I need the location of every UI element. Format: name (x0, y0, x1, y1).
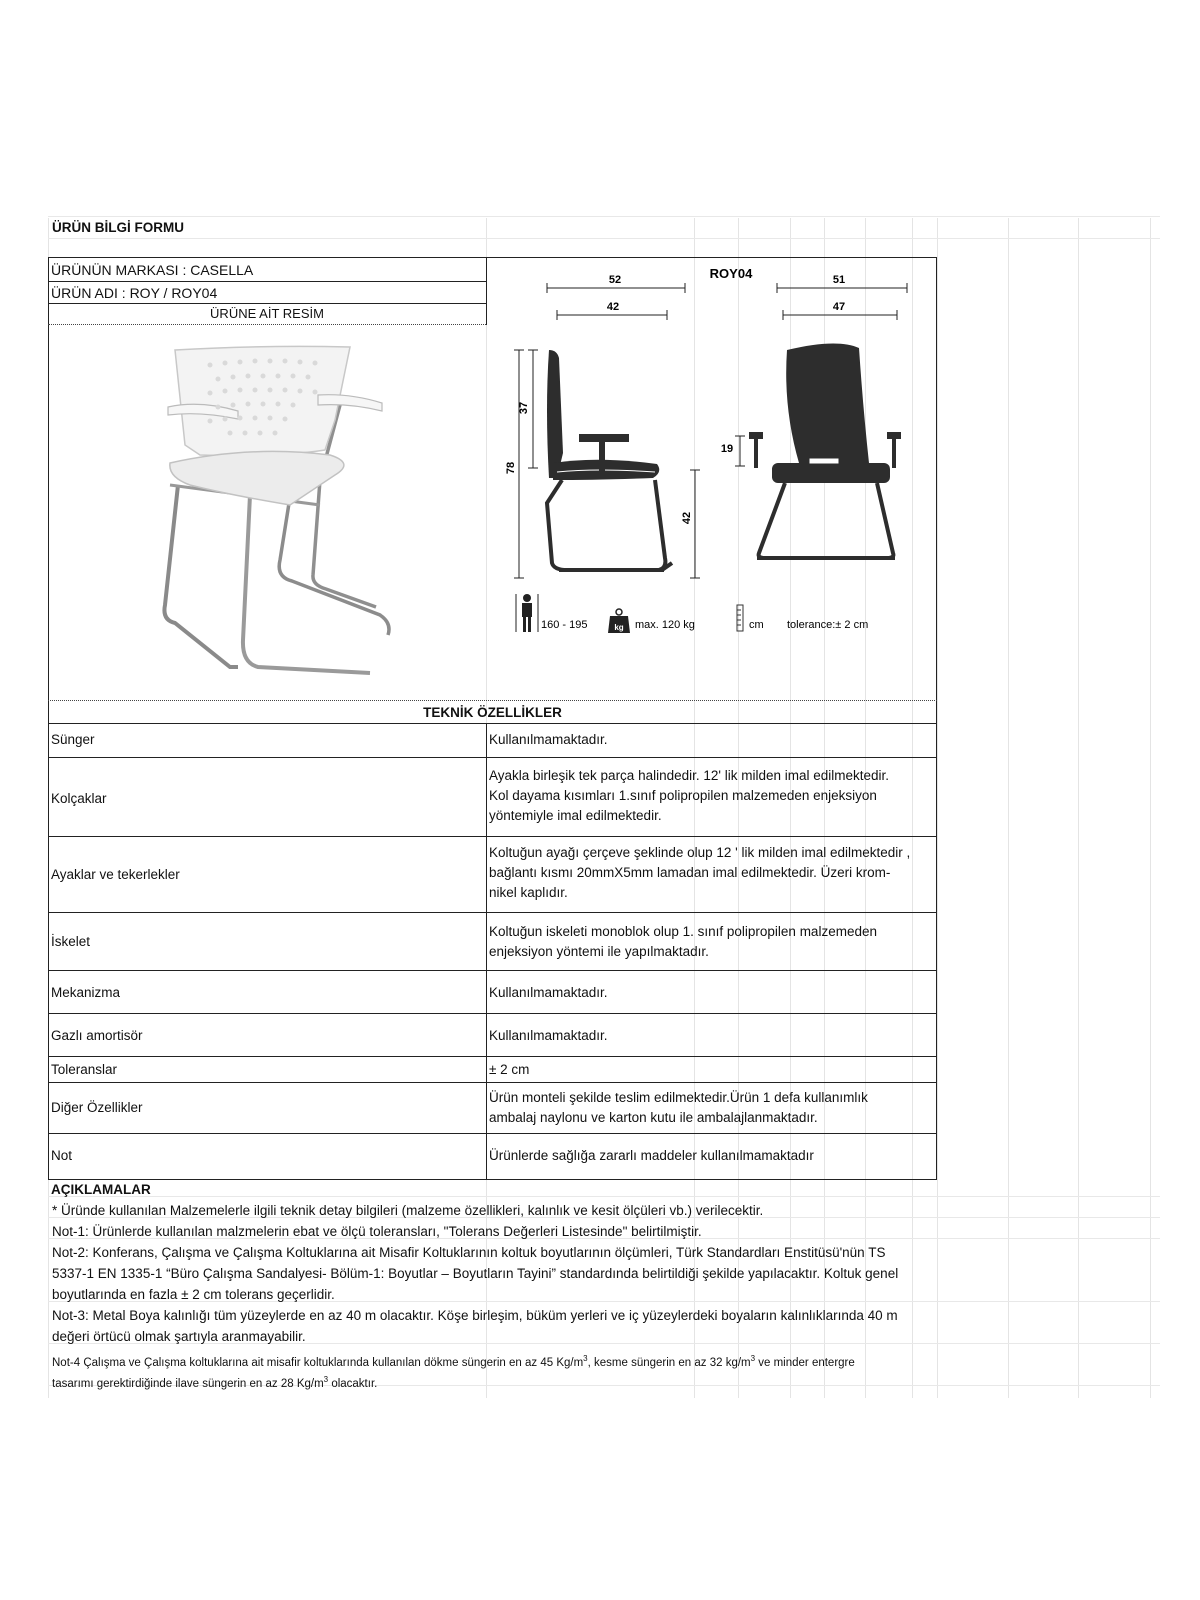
table-border (48, 970, 937, 971)
chair-photo (130, 345, 410, 675)
tolerance-label: tolerance:± 2 cm (787, 619, 869, 631)
dim-side-top: 52 (608, 274, 622, 286)
table-border (48, 324, 486, 325)
note4-text: olacaktır. (328, 1377, 378, 1390)
spec-label: Diğer Özellikler (51, 1100, 143, 1115)
spec-value: ± 2 cm (489, 1062, 530, 1077)
spec-value: ambalaj naylonu ve karton kutu ile ambalajlanmaktadır. (489, 1110, 818, 1125)
dim-front-top: 51 (832, 274, 846, 286)
table-border (48, 836, 937, 837)
person-icon (516, 594, 538, 632)
spec-label: Not (51, 1148, 73, 1163)
grid-line (937, 218, 938, 1398)
table-border (48, 1013, 937, 1014)
grid-line (48, 238, 1160, 239)
spec-value: Kullanılmamaktadır. (489, 1028, 608, 1043)
spec-value: Ayakla birleşik tek parça halindedir. 12' lik milden imal edilmektedir. (489, 768, 890, 783)
spec-value: bağlantı kısmı 20mmX5mm lamadan imal edilmektedir. Üzeri krom- (489, 865, 891, 880)
spec-label: Ayaklar ve tekerlekler (51, 867, 180, 882)
table-border (48, 1082, 937, 1083)
dimension-drawing (487, 258, 935, 698)
dim-arm-height: 19 (720, 443, 734, 455)
weight-badge: kg (614, 623, 624, 632)
superscript: 3 (583, 1354, 588, 1363)
max-weight: max. 120 kg (635, 619, 695, 631)
note4-line-2 (52, 1370, 377, 1394)
table-border (48, 1179, 937, 1180)
dim-side-seat: 42 (606, 301, 620, 313)
table-border (48, 757, 937, 758)
spec-value: yöntemiyle imal edilmektedir. (489, 808, 662, 823)
dim-total-height: 78 (505, 461, 517, 475)
table-border (48, 700, 937, 701)
note-line: Not-2: Konferans, Çalışma ve Çalışma Koltuklarına ait Misafir Koltuklarının koltuk boyutlarının ölçümleri, Türk Standardları Enstitüsü'nün TS (52, 1245, 886, 1260)
note4-text: , kesme süngerin en az 32 kg/m (587, 1356, 751, 1369)
grid-line (1078, 218, 1079, 1398)
note-line: * Üründe kullanılan Malzemelerle ilgili teknik detay bilgileri (malzeme özellikleri, kalınlık ve kesit ölçüleri vb.) verilecektir. (52, 1203, 764, 1218)
spec-value: Ürün monteli şekilde teslim edilmektedir.Ürün 1 defa kullanımlık (489, 1090, 868, 1105)
spec-value: nikel kaplıdır. (489, 885, 568, 900)
spec-label: Gazlı amortisör (51, 1028, 143, 1043)
dim-back-height: 37 (518, 401, 530, 415)
table-border (48, 723, 937, 724)
table-border (48, 1056, 937, 1057)
notes-title: AÇIKLAMALAR (51, 1182, 151, 1197)
unit-label: cm (749, 619, 764, 631)
grid-line (48, 1196, 1160, 1197)
spec-label: İskelet (51, 934, 91, 949)
spec-value: Koltuğun iskeleti monoblok olup 1. sınıf polipropilen malzemeden (489, 924, 877, 939)
spec-label: Sünger (51, 732, 95, 747)
grid-line (1008, 218, 1009, 1398)
grid-line (1150, 218, 1151, 1398)
note-line: değeri örtücü olmak şartıyla aranmayabilir. (52, 1329, 306, 1344)
specs-title: TEKNİK ÖZELLİKLER (423, 705, 562, 720)
note-line: boyutlarında en fazla ± 2 cm tolerans geçerlidir. (52, 1287, 335, 1302)
model-code: ROY04 (709, 266, 753, 281)
spec-label: Mekanizma (51, 985, 121, 1000)
grid-line (48, 216, 1160, 217)
note-line: Not-1: Ürünlerde kullanılan malzmelerin ebat ve ölçü toleransları, "Tolerans Değerleri Listesinde" belirtilmiştir. (52, 1224, 702, 1239)
table-border (486, 723, 487, 1180)
superscript: 3 (750, 1354, 756, 1363)
spec-value: Kullanılmamaktadır. (489, 985, 608, 1000)
brand-line: ÜRÜNÜN MARKASI : CASELLA (51, 262, 254, 278)
note4-text: ve minder entergre (755, 1356, 855, 1369)
user-height-range: 160 - 195 (541, 619, 588, 631)
spec-value: enjeksiyon yöntemi ile yapılmaktadır. (489, 944, 709, 959)
note-line: Not-3: Metal Boya kalınlığı tüm yüzeylerde en az 40 m olacaktır. Köşe birleşim, büküm yerleri ve iç yüzeylerdeki boyaların kalınlıklarında 40 m (52, 1308, 898, 1323)
table-border (48, 912, 937, 913)
spec-value: Kol dayama kısımları 1.sınıf polipropilen malzemeden enjeksiyon (489, 788, 877, 803)
dim-seat-height: 42 (681, 511, 693, 525)
spec-value: Kullanılmamaktadır. (489, 732, 608, 747)
spec-label: Kolçaklar (51, 791, 107, 806)
note4-text: tasarımı gerektirdiğinde ilave süngerin en az 28 Kg/m (52, 1377, 324, 1390)
superscript: 3 (323, 1375, 329, 1384)
form-title: ÜRÜN BİLGİ FORMU (52, 220, 184, 235)
table-border (48, 1133, 937, 1134)
spec-label: Toleranslar (51, 1062, 118, 1077)
ruler-icon (737, 605, 743, 631)
dim-front-seat: 47 (832, 301, 846, 313)
product-name-line: ÜRÜN ADI : ROY / ROY04 (51, 285, 218, 301)
table-border (48, 281, 486, 282)
spec-value: Koltuğun ayağı çerçeve şeklinde olup 12 ' lik milden imal edilmektedir , (489, 845, 911, 860)
note-line: 5337-1 EN 1335-1 “Büro Çalışma Sandalyesi- Bölüm-1: Boyutlar – Boyutların Tayini” standardında belirtildiği şekilde yapılacaktır. Koltuk genel (52, 1266, 899, 1281)
spec-value: Ürünlerde sağlığa zararlı maddeler kullanılmamaktadır (489, 1148, 814, 1163)
image-caption: ÜRÜNE AİT RESİM (210, 306, 324, 321)
note4-text: Not-4 Çalışma ve Çalışma koltuklarına ait misafir koltuklarında kullanılan dökme süngerin en az 45 Kg/m (52, 1356, 584, 1369)
